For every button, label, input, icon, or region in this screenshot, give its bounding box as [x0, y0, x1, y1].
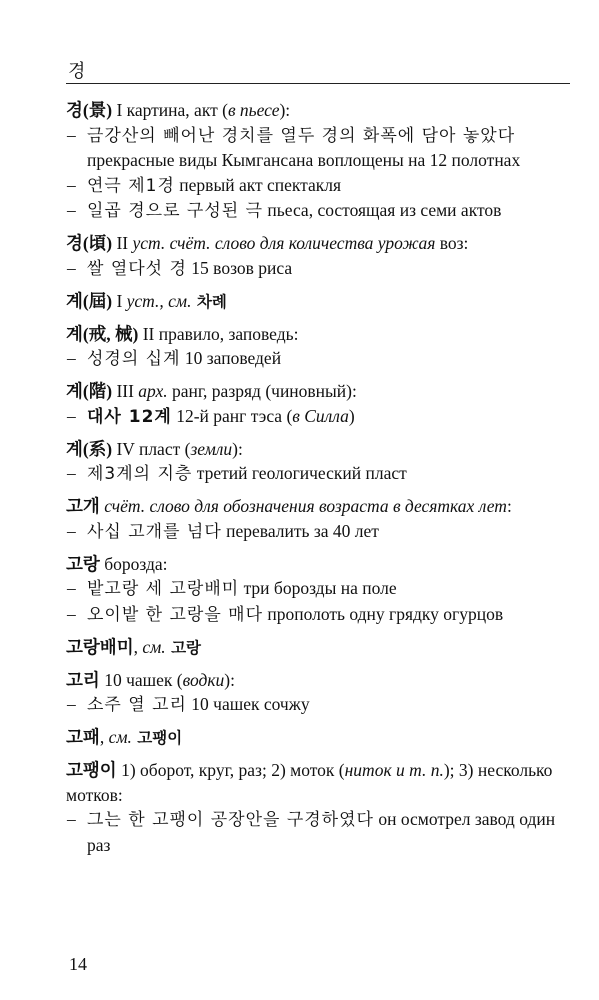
- dictionary-entry: [66, 437, 580, 487]
- italic-label: см.: [108, 727, 132, 747]
- page-header: [66, 56, 570, 84]
- entry-definition: [66, 635, 580, 661]
- dictionary-entry: [66, 668, 580, 718]
- definition-text: III: [112, 381, 139, 401]
- example-dash: –: [67, 520, 76, 541]
- example-dash: –: [67, 603, 76, 624]
- example-dash: –: [67, 174, 76, 195]
- korean-example: 금강산의 빼어난 경치를 열두 경의 화폭에 담아 놓았다: [87, 125, 516, 146]
- definition-text: ,: [99, 727, 109, 747]
- italic-label: арх.: [138, 381, 168, 401]
- russian-translation: прополоть одну грядку огурцов: [263, 603, 504, 624]
- definition-text: ,: [133, 636, 143, 657]
- definition-text: ):: [279, 100, 291, 120]
- korean-example: 밭고랑 세 고랑배미: [87, 579, 240, 599]
- definition-text: 10 чашек (: [99, 669, 183, 690]
- dictionary-entry: [66, 231, 580, 281]
- example-dash: –: [67, 405, 76, 426]
- korean-example: 대사 12계: [87, 406, 172, 427]
- korean-example: 성경의 십계: [87, 349, 181, 369]
- headword: 고개: [66, 496, 100, 516]
- entry-definition: [66, 98, 580, 123]
- usage-example: [66, 602, 580, 628]
- russian-translation: пьеса, состоящая из семи актов: [263, 200, 502, 220]
- definition-text: II правило, заповедь:: [138, 323, 299, 344]
- headword: 고패: [66, 727, 100, 747]
- entry-definition: [66, 668, 580, 693]
- italic-label: см.: [142, 636, 166, 657]
- definition-text: II: [112, 233, 133, 253]
- definition-text: IV пласт (: [112, 438, 191, 459]
- headword: 고리: [66, 669, 100, 690]
- korean-example: 소주 열 고리: [87, 695, 187, 715]
- usage-example: [66, 173, 580, 199]
- headword: 계(屆): [66, 290, 113, 311]
- translation-end: ): [348, 405, 355, 426]
- example-dash: –: [67, 200, 76, 220]
- usage-example: [66, 461, 580, 487]
- cross-reference: 고랑: [165, 638, 202, 657]
- russian-translation: третий геологический пласт: [192, 463, 407, 483]
- usage-example: [66, 346, 580, 372]
- italic-label: счёт. слово для обозначения возраста в десятках лет: [99, 496, 507, 516]
- headword: 경(景): [66, 100, 113, 120]
- example-dash: –: [67, 694, 76, 714]
- russian-translation: он осмотрел завод один раз: [87, 809, 556, 855]
- dictionary-entry: [66, 289, 580, 315]
- definition-text: I: [112, 290, 127, 311]
- entry-definition: [66, 725, 580, 751]
- korean-example: 제3계의 지층: [87, 464, 193, 484]
- headword: 고랑: [66, 553, 100, 574]
- running-head: 경: [68, 61, 86, 81]
- definition-text: ):: [232, 438, 243, 459]
- definition-text: борозда:: [99, 553, 168, 574]
- entry-definition: [66, 289, 580, 315]
- italic-label: земли: [190, 438, 233, 459]
- russian-translation: прекрасные виды Кымгансана воплощены на 12 полотнах: [87, 150, 521, 170]
- entry-definition: [66, 379, 580, 404]
- entry-definition: [66, 758, 580, 807]
- italic-label: уст. счёт. слово для количества урожая: [132, 233, 436, 253]
- headword: 고랑배미: [66, 636, 134, 657]
- korean-example: 오이밭 한 고랑을 매다: [87, 604, 264, 625]
- cross-reference: 고팽이: [131, 729, 183, 747]
- usage-example: [66, 256, 580, 282]
- italic-label: в Силла: [292, 405, 349, 426]
- example-dash: –: [67, 463, 76, 483]
- usage-example: [66, 576, 580, 602]
- page-number: 14: [69, 954, 87, 974]
- russian-translation: 10 чашек сочжу: [186, 694, 310, 714]
- dictionary-entry: [66, 494, 580, 544]
- definition-text: ):: [224, 669, 235, 690]
- definition-text: :: [506, 496, 512, 516]
- definition-text: I картина, акт (: [112, 100, 228, 120]
- italic-label: водки: [182, 669, 225, 690]
- example-dash: –: [67, 578, 76, 598]
- definition-text: 1) оборот, круг, раз; 2) моток (: [116, 760, 345, 780]
- definition-text: воз:: [435, 233, 469, 253]
- italic-label: в пьесе: [227, 100, 280, 120]
- example-dash: –: [67, 257, 76, 278]
- dictionary-entry: [66, 552, 580, 628]
- russian-translation: перевалить за 40 лет: [221, 520, 379, 541]
- headword: 고팽이: [66, 760, 117, 780]
- dictionary-entry: [66, 758, 580, 857]
- definition-text: ранг, разряд (чиновный):: [167, 381, 357, 401]
- headword: 계(階): [66, 381, 113, 401]
- example-dash: –: [67, 809, 76, 829]
- korean-example: 일곱 경으로 구성된 극: [87, 201, 264, 221]
- korean-example: 쌀 열다섯 경: [87, 258, 187, 279]
- korean-example: 그는 한 고팽이 공장안을 구경하였다: [87, 810, 374, 830]
- entry-definition: [66, 231, 580, 256]
- russian-translation: первый акт спектакля: [174, 174, 342, 195]
- dictionary-entry: [66, 322, 580, 372]
- italic-label: ниток и т. п.: [344, 760, 444, 780]
- usage-example: [66, 807, 580, 857]
- cross-reference: 차례: [191, 292, 227, 311]
- dictionary-entries: [66, 98, 580, 865]
- definition-text: ); 3) несколько мотков:: [66, 760, 553, 805]
- example-dash: –: [67, 348, 76, 368]
- russian-translation: 15 возов риса: [186, 257, 293, 278]
- usage-example: [66, 123, 580, 173]
- entry-definition: [66, 552, 580, 577]
- example-dash: –: [67, 124, 76, 145]
- headword: 계(戒, 械): [66, 323, 139, 344]
- usage-example: [66, 404, 580, 430]
- italic-label: уст., см.: [126, 290, 192, 311]
- korean-example: 연극 제1경: [87, 175, 175, 196]
- korean-example: 사십 고개를 넘다: [87, 521, 222, 542]
- usage-example: [66, 519, 580, 545]
- entry-definition: [66, 437, 580, 462]
- dictionary-entry: [66, 725, 580, 751]
- usage-example: [66, 692, 580, 718]
- dictionary-entry: [66, 635, 580, 661]
- russian-translation: три борозды на поле: [239, 578, 397, 598]
- russian-translation: 12-й ранг тэса (: [171, 405, 293, 426]
- usage-example: [66, 198, 580, 224]
- dictionary-entry: [66, 98, 580, 224]
- entry-definition: [66, 322, 580, 347]
- headword: 계(系): [66, 438, 113, 459]
- entry-definition: [66, 494, 580, 519]
- headword: 경(頃): [66, 233, 113, 253]
- dictionary-entry: [66, 379, 580, 429]
- russian-translation: 10 заповедей: [180, 348, 282, 368]
